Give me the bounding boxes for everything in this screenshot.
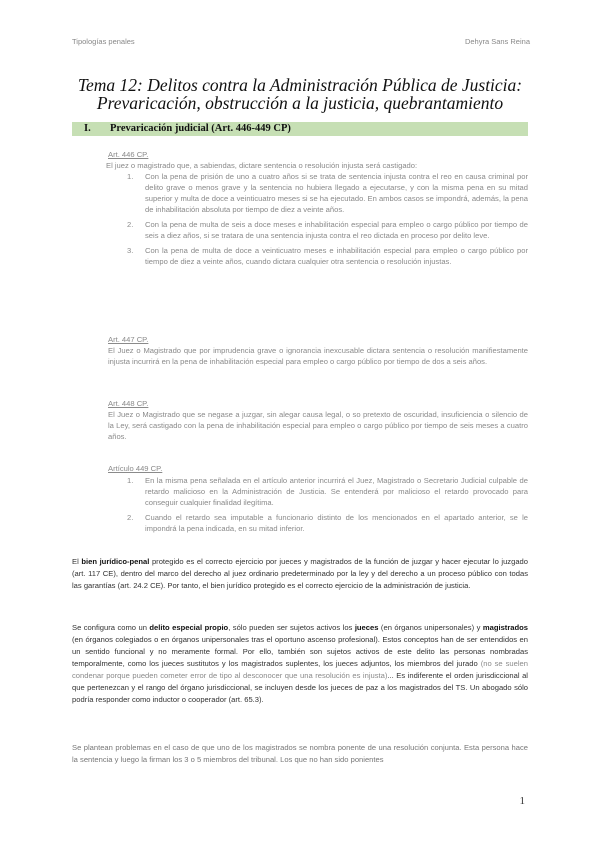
list-text: Con la pena de multa de seis a doce meses e inhabilitación especial para empleo o cargo público por tiempo de seis a diez años, si se tratara de una sentencia injusta contra el reo dictada en proceso por delito leve. xyxy=(145,220,528,240)
page-number: 1 xyxy=(519,795,525,807)
para-bold: bien jurídico-penal xyxy=(81,557,150,566)
para-text: ... Es indiferente el orden jurisdiccional al que pertenezcan y el rango del órgano jurisdiccional, se incluyen desde los jueces de paz a los magistrados del TS. Un abogado sólo podría responder como inductor o cooperador (art. 65.3). xyxy=(72,671,528,704)
article-448-heading: Art. 448 CP. xyxy=(108,399,149,408)
list-item xyxy=(108,171,528,215)
article-448-text: El Juez o Magistrado que se negase a juzgar, sin alegar causa legal, o so pretexto de oscuridad, insuficiencia o silencio de la Ley, será castigado con la pena de inhabilitación especial para empleo o cargo público por tiempo de seis meses a cuatro años. xyxy=(108,410,528,441)
header-left: Tipologías penales xyxy=(72,37,135,46)
para-text: protegido es el correcto ejercicio por jueces y magistrados de la función de juzgar y hacer ejecutar lo juzgado (art. 117 CE), dentro del marco del derecho al juez ordinario predeterminado por la ley y del derecho a un proceso público con todas las garantías (art. 24.2 CE). Por tanto, el bien jurídico protegido es el correcto ejercicio de la administración de justicia. xyxy=(72,557,528,590)
page-title xyxy=(60,76,540,112)
para-text: (en órganos colegiados o en órganos unipersonales tras el oportuno ascenso profesional). Estos conceptos han de ser entendidos en un sentido funcional y no meramente formal. Por ello, también son sujetos activos de este delito las personas nombradas temporalmente, como los jueces sustitutos y los magistrados suplentes, los jueces adjuntos, los miembros del jurado xyxy=(72,635,528,668)
para-text: (en órganos unipersonales) y xyxy=(378,623,483,632)
article-447 xyxy=(108,334,528,367)
article-449-list xyxy=(108,475,528,534)
list-item xyxy=(108,512,528,534)
header-right: Dehyra Sans Reina xyxy=(464,37,530,46)
article-447-heading: Art. 447 CP. xyxy=(108,335,149,344)
para-text: , sólo pueden ser sujetos activos los xyxy=(228,623,355,632)
title-line-2: Prevaricación, obstrucción a la justicia, quebrantamiento xyxy=(96,93,504,113)
article-446 xyxy=(108,149,528,271)
paragraph-sujeto-activo xyxy=(72,622,528,706)
article-447-text: El Juez o Magistrado que por imprudencia grave o ignorancia inexcusable dictara sentencia o resolución manifiestamente injusta incurrirá en la pena de inhabilitación especial para empleo o cargo público por tiempo de dos a seis años. xyxy=(108,346,528,366)
list-number: 2. xyxy=(127,220,134,229)
para-note: (no se suelen condenar porque pueden cometer error de tipo al desconocer que una resolución es injusta) xyxy=(72,659,528,680)
para-text: Se configura como un xyxy=(72,623,150,632)
list-item xyxy=(108,475,528,508)
list-item xyxy=(108,219,528,241)
list-number: 3. xyxy=(127,246,134,255)
list-text: Cuando el retardo sea imputable a funcionario distinto de los mencionados en el apartado anterior, se le impondrá la pena indicada, en su mitad inferior. xyxy=(145,513,528,533)
list-item xyxy=(108,245,528,267)
list-number: 2. xyxy=(127,513,134,522)
section-number: I. xyxy=(84,123,91,134)
section-heading xyxy=(72,122,528,136)
paragraph-bien-juridico xyxy=(72,556,528,592)
list-number: 1. xyxy=(127,172,134,181)
article-446-intro: El juez o magistrado que, a sabiendas, dictare sentencia o resolución injusta será castigado: xyxy=(106,161,418,170)
para-bold: delito especial propio xyxy=(149,623,229,632)
article-446-heading: Art. 446 CP. xyxy=(108,150,149,159)
article-449-heading: Artículo 449 CP. xyxy=(108,464,163,473)
list-text: Con la pena de prisión de uno a cuatro años si se trata de sentencia injusta contra el reo en causa criminal por delito grave o menos grave y la sentencia no hubiera llegado a ejecutarse, y con la misma pena en su mitad superior y multa de doce a veinticuatro meses si se ha ejecutado. En ambos casos se impondrá, además, la pena de inhabilitación absoluta por tiempo de diez a veinte años. xyxy=(145,172,528,214)
para-bold: jueces xyxy=(354,623,379,632)
article-448 xyxy=(108,398,528,442)
paragraph-ponente: Se plantean problemas en el caso de que uno de los magistrados se nombra ponente de una resolución conjunta. Esta persona hace la sentencia y luego la firman los 3 o 5 miembros del tribunal. Los que no han sido ponientes xyxy=(72,743,528,764)
title-line-1: Tema 12: Delitos contra la Administración Pública de Justicia: xyxy=(77,75,523,95)
list-text: En la misma pena señalada en el artículo anterior incurrirá el Juez, Magistrado o Secretario Judicial culpable de retardo malicioso en la Administración de Justicia. Se entenderá por malicioso el retardo provocado para conseguir cualquier finalidad ilegítima. xyxy=(145,476,528,507)
para-bold: magistrados xyxy=(482,623,528,632)
list-text: Con la pena de multa de doce a veinticuatro meses e inhabilitación especial para empleo o cargo público por tiempo de diez a veinte años, cuando dictara cualquier otra sentencia o resolución injustas. xyxy=(145,246,528,266)
article-449 xyxy=(108,463,528,538)
para-text: El xyxy=(72,557,82,566)
article-446-list xyxy=(108,171,528,267)
section-label: Prevaricación judicial (Art. 446-449 CP) xyxy=(110,123,291,134)
list-number: 1. xyxy=(127,476,134,485)
